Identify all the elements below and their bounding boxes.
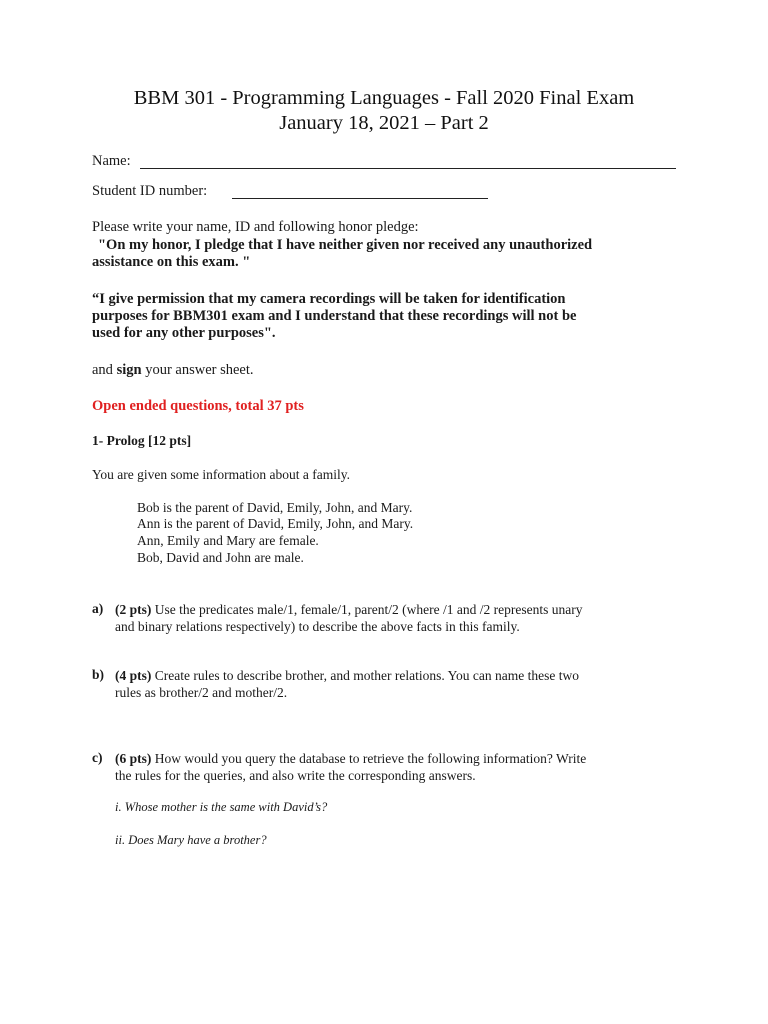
subquestion-i: i. Whose mother is the same with David’s?: [115, 800, 328, 814]
question-c-letter: c): [92, 750, 103, 765]
fact-item: Ann, Emily and Mary are female.: [137, 533, 319, 548]
fact-item: Bob is the parent of David, Emily, John, and Mary.: [137, 500, 413, 515]
exam-date: January 18, 2021 – Part 2: [279, 112, 489, 134]
student-id-line[interactable]: [232, 198, 488, 199]
name-label: Name:: [92, 153, 131, 169]
question-b-line-1: Create rules to describe brother, and mother relations. You can name these two: [154, 668, 579, 683]
permission-line-2: purposes for BBM301 exam and I understand that these recordings will not be: [92, 308, 577, 324]
fact-item: Bob, David and John are male.: [137, 550, 304, 565]
sign-suffix: your answer sheet.: [145, 362, 254, 378]
sign-word: sign: [116, 362, 142, 378]
name-line[interactable]: [140, 168, 676, 169]
question-c-line-2: the rules for the queries, and also write the corresponding answers.: [115, 768, 476, 783]
student-id-label: Student ID number:: [92, 183, 208, 199]
pledge-intro: Please write your name, ID and following honor pledge:: [92, 219, 419, 235]
subquestion-ii: ii. Does Mary have a brother?: [115, 833, 267, 847]
sign-prefix: and: [92, 362, 113, 378]
question-c-text: [115, 750, 695, 784]
exam-title: BBM 301 - Programming Languages - Fall 2020 Final Exam: [133, 87, 635, 109]
permission-line-3: used for any other purposes".: [92, 325, 276, 341]
fact-item: Ann is the parent of David, Emily, John, and Mary.: [137, 516, 414, 531]
question-b-text: [115, 667, 695, 701]
question-a-text: [115, 601, 695, 635]
question-a-line-2: and binary relations respectively) to describe the above facts in this family.: [115, 619, 520, 634]
question-b-points: (4 pts): [115, 668, 152, 683]
question-a-points: (2 pts): [115, 602, 152, 617]
section-heading: Open ended questions, total 37 pts: [92, 398, 304, 414]
q1-intro: You are given some information about a family.: [92, 467, 350, 482]
question-c-points: (6 pts): [115, 751, 152, 766]
sign-instruction: [92, 362, 254, 379]
question-c-line-1: How would you query the database to retrieve the following information? Write: [154, 751, 587, 766]
permission-line-1: “I give permission that my camera recordings will be taken for identification: [92, 291, 566, 307]
question-b-letter: b): [92, 667, 105, 682]
question-b-line-2: rules as brother/2 and mother/2.: [115, 685, 288, 700]
pledge-line-1: "On my honor, I pledge that I have neither given nor received any unauthorized: [98, 237, 593, 253]
question-a-line-1: Use the predicates male/1, female/1, parent/2 (where /1 and /2 represents unary: [154, 602, 583, 617]
question-a-letter: a): [92, 601, 104, 616]
pledge-line-2: assistance on this exam. ": [92, 254, 251, 270]
q1-heading: 1- Prolog [12 pts]: [92, 433, 192, 448]
